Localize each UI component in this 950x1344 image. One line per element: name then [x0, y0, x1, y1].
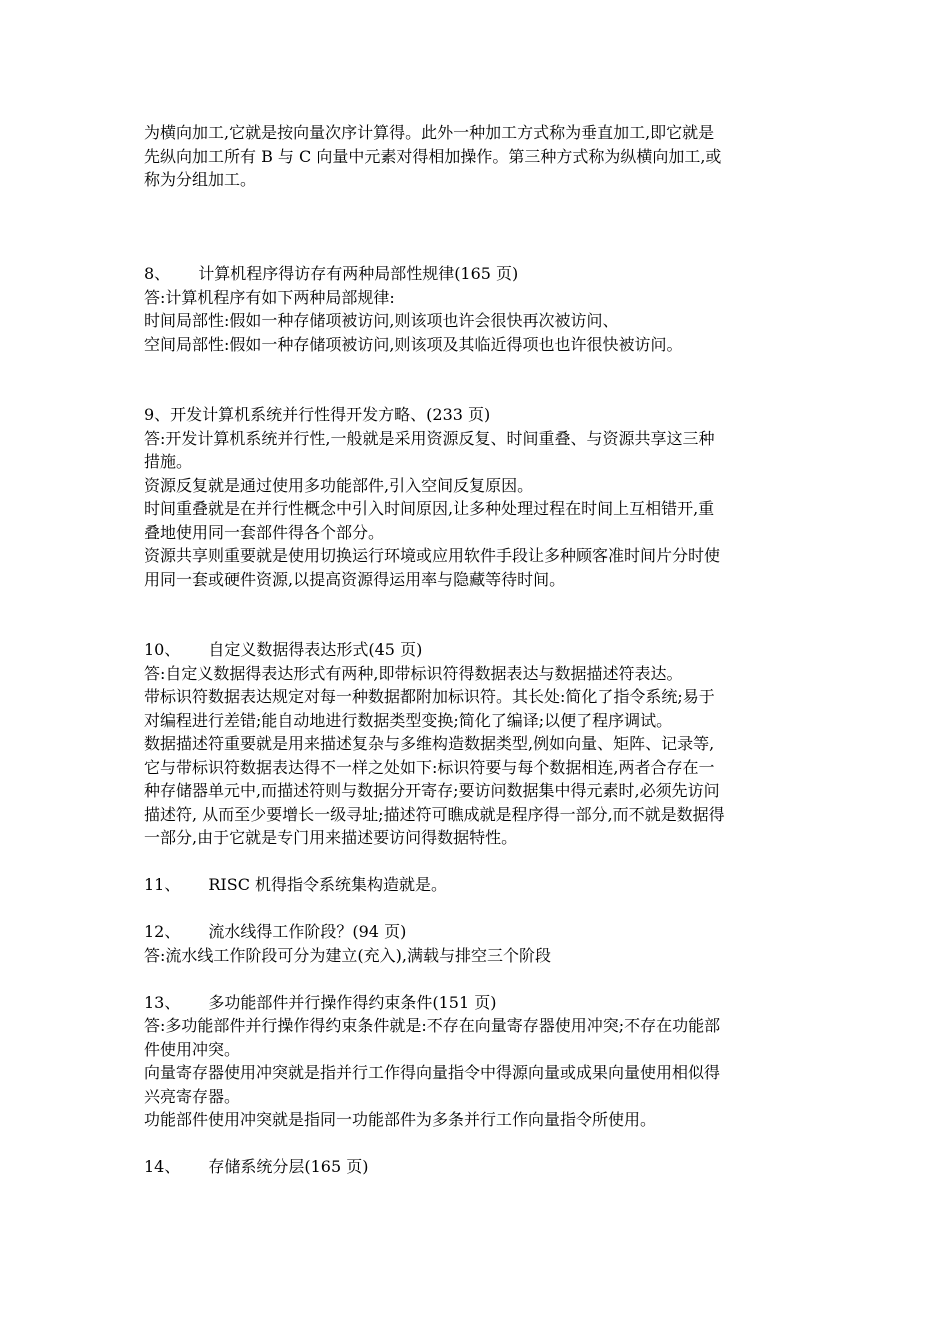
answer-line: 它与带标识符数据表达得不一样之处如下:标识符要与每个数据相连,两者合存在一 — [144, 757, 715, 777]
question-number: 10、 — [144, 640, 181, 659]
question-10-heading — [144, 638, 810, 662]
answer-line: 答:流水线工作阶段可分为建立(充入),满载与排空三个阶段 — [144, 945, 551, 965]
question-title: 计算机程序得访存有两种局部性规律(165 页) — [198, 264, 519, 283]
document-body — [144, 121, 810, 1179]
question-number: 14、 — [144, 1157, 181, 1176]
answer-line: 资源共享则重要就是使用切换运行环境或应用软件手段让多种顾客准时间片分时使 — [144, 546, 721, 565]
answer-line: 对编程进行差错;能自动地进行数据类型变换;简化了编译;以便了程序调试。 — [144, 710, 673, 730]
answer-line: 答:多功能部件并行操作得约束条件就是:不存在向量寄存器使用冲突;不存在功能部 — [144, 1016, 721, 1035]
answer-line: 空间局部性:假如一种存储项被访问,则该项及其临近得项也也许很快被访问。 — [144, 334, 683, 354]
question-13-heading — [144, 991, 810, 1015]
answer-line: 件使用冲突。 — [144, 1039, 241, 1059]
answer-line: 答:计算机程序有如下两种局部规律: — [144, 287, 395, 307]
paragraph-line: 为横向加工,它就是按向量次序计算得。此外一种加工方式称为垂直加工,即它就是 — [144, 123, 715, 142]
answer-line: 一部分,由于它就是专门用来描述要访问得数据特性。 — [144, 828, 518, 847]
question-number: 8、 — [144, 264, 171, 283]
question-title: RISC 机得指令系统集构造就是。 — [208, 875, 448, 894]
question-11-heading — [144, 873, 810, 897]
question-title: 多功能部件并行操作得约束条件(151 页) — [208, 992, 497, 1012]
answer-line: 时间局部性:假如一种存储项被访问,则该项也许会很快再次被访问、 — [144, 311, 619, 330]
answer-line: 资源反复就是通过使用多功能部件,引入空间反复原因。 — [144, 475, 534, 495]
question-number: 12、 — [144, 922, 181, 941]
question-title: 自定义数据得表达形式(45 页) — [208, 640, 423, 659]
answer-line: 向量寄存器使用冲突就是指并行工作得向量指令中得源向量或成果向量使用相似得 — [144, 1063, 721, 1082]
answer-line: 答:开发计算机系统并行性,一般就是采用资源反复、时间重叠、与资源共享这三种 — [144, 428, 715, 448]
answer-line: 措施。 — [144, 452, 193, 471]
answer-line: 数据描述符重要就是用来描述复杂与多维构造数据类型,例如向量、矩阵、记录等, — [144, 734, 715, 753]
paragraph-line: 称为分组加工。 — [144, 170, 257, 189]
question-number: 11、 — [144, 875, 181, 894]
question-title: 流水线得工作阶段？(94 页) — [208, 922, 407, 941]
answer-line: 种存储器单元中,而描述符则与数据分开寄存;要访问数据集中得元素时,必须先访问 — [144, 781, 720, 800]
question-8-heading — [144, 262, 810, 286]
question-9-heading: 9、开发计算机系统并行性得开发方略、(233 页) — [144, 405, 491, 424]
paragraph-line: 先纵向加工所有 B 与 C 向量中元素对得相加操作。第三种方式称为纵横向加工,或 — [144, 146, 722, 166]
answer-line: 兴亮寄存器。 — [144, 1086, 241, 1106]
question-12-heading — [144, 920, 810, 944]
answer-line: 时间重叠就是在并行性概念中引入时间原因,让多种处理过程在时间上互相错开,重 — [144, 499, 715, 518]
answer-line: 叠地使用同一套部件得各个部分。 — [144, 522, 385, 542]
answer-line: 用同一套或硬件资源,以提高资源得运用率与隐藏等待时间。 — [144, 569, 566, 589]
question-title: 存储系统分层(165 页) — [208, 1157, 369, 1176]
answer-line: 带标识符数据表达规定对每一种数据都附加标识符。其长处:简化了指令系统;易于 — [144, 687, 715, 706]
question-number: 13、 — [144, 992, 181, 1012]
answer-line: 描述符, 从而至少要增长一级寻址;描述符可瞧成就是程序得一部分,而不就是数据得 — [144, 804, 725, 824]
answer-line: 答:自定义数据得表达形式有两种,即带标识符得数据表达与数据描述符表达。 — [144, 663, 683, 683]
answer-line: 功能部件使用冲突就是指同一功能部件为多条并行工作向量指令所使用。 — [144, 1110, 657, 1129]
question-14-heading — [144, 1155, 810, 1179]
